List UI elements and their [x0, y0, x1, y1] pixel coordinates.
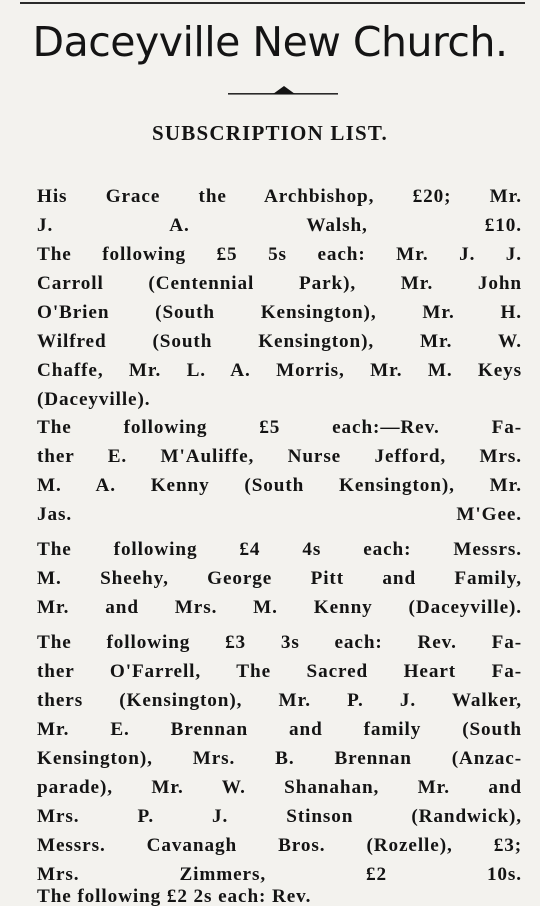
text-line: ther O'Farrell, The Sacred Heart Fa- — [37, 661, 522, 682]
ornament-divider-icon — [228, 84, 338, 98]
text-line: The following £5 5s each: Mr. J. J. — [37, 244, 522, 265]
text-line: The following £5 each:—Rev. Fa- — [37, 417, 522, 438]
text-line: The following £3 3s each: Rev. Fa- — [37, 632, 522, 653]
text-line: M. Sheehy, George Pitt and Family, — [37, 568, 522, 589]
paragraph-3-3s — [16, 628, 522, 889]
text-line: ther E. M'Auliffe, Nurse Jefford, Mrs. — [37, 446, 522, 467]
subheading: SUBSCRIPTION LIST. — [152, 121, 388, 145]
paragraph-5-5s — [16, 240, 522, 414]
text-line: thers (Kensington), Mr. P. J. Walker, — [37, 690, 522, 711]
text-line: Messrs. Cavanagh Bros. (Rozelle), £3; — [37, 835, 522, 856]
text-line: M. A. Kenny (South Kensington), Mr. — [37, 475, 522, 496]
paragraph-archbishop — [16, 182, 522, 240]
text-line: Chaffe, Mr. L. A. Morris, Mr. M. Keys — [37, 360, 522, 381]
text-line: Wilfred (South Kensington), Mr. W. — [37, 331, 522, 352]
paragraph-5-each — [16, 413, 522, 529]
paragraph-4-4s — [16, 535, 522, 622]
text-line: Mrs. P. J. Stinson (Randwick), — [37, 806, 522, 827]
text-line: O'Brien (South Kensington), Mr. H. — [37, 302, 522, 323]
headline: Daceyville New Church. — [32, 18, 508, 66]
text-line: parade), Mr. W. Shanahan, Mr. and — [37, 777, 522, 798]
text-line: Jas. M'Gee. — [37, 504, 522, 525]
text-line: Mr. E. Brennan and family (South — [37, 719, 522, 740]
text-line: Kensington), Mrs. B. Brennan (Anzac- — [37, 748, 522, 769]
text-line: Mrs. Zimmers, £2 10s. — [37, 864, 522, 885]
text-line: J. A. Walsh, £10. — [37, 215, 522, 236]
cutoff-line: The following £2 2s each: Rev. — [37, 886, 312, 906]
text-line: (Daceyville). — [37, 389, 151, 410]
text-line: His Grace the Archbishop, £20; Mr. — [37, 186, 522, 207]
top-rule — [20, 2, 525, 4]
text-line: Mr. and Mrs. M. Kenny (Daceyville). — [37, 597, 522, 618]
text-line: The following £4 4s each: Messrs. — [37, 539, 522, 560]
text-line: Carroll (Centennial Park), Mr. John — [37, 273, 522, 294]
